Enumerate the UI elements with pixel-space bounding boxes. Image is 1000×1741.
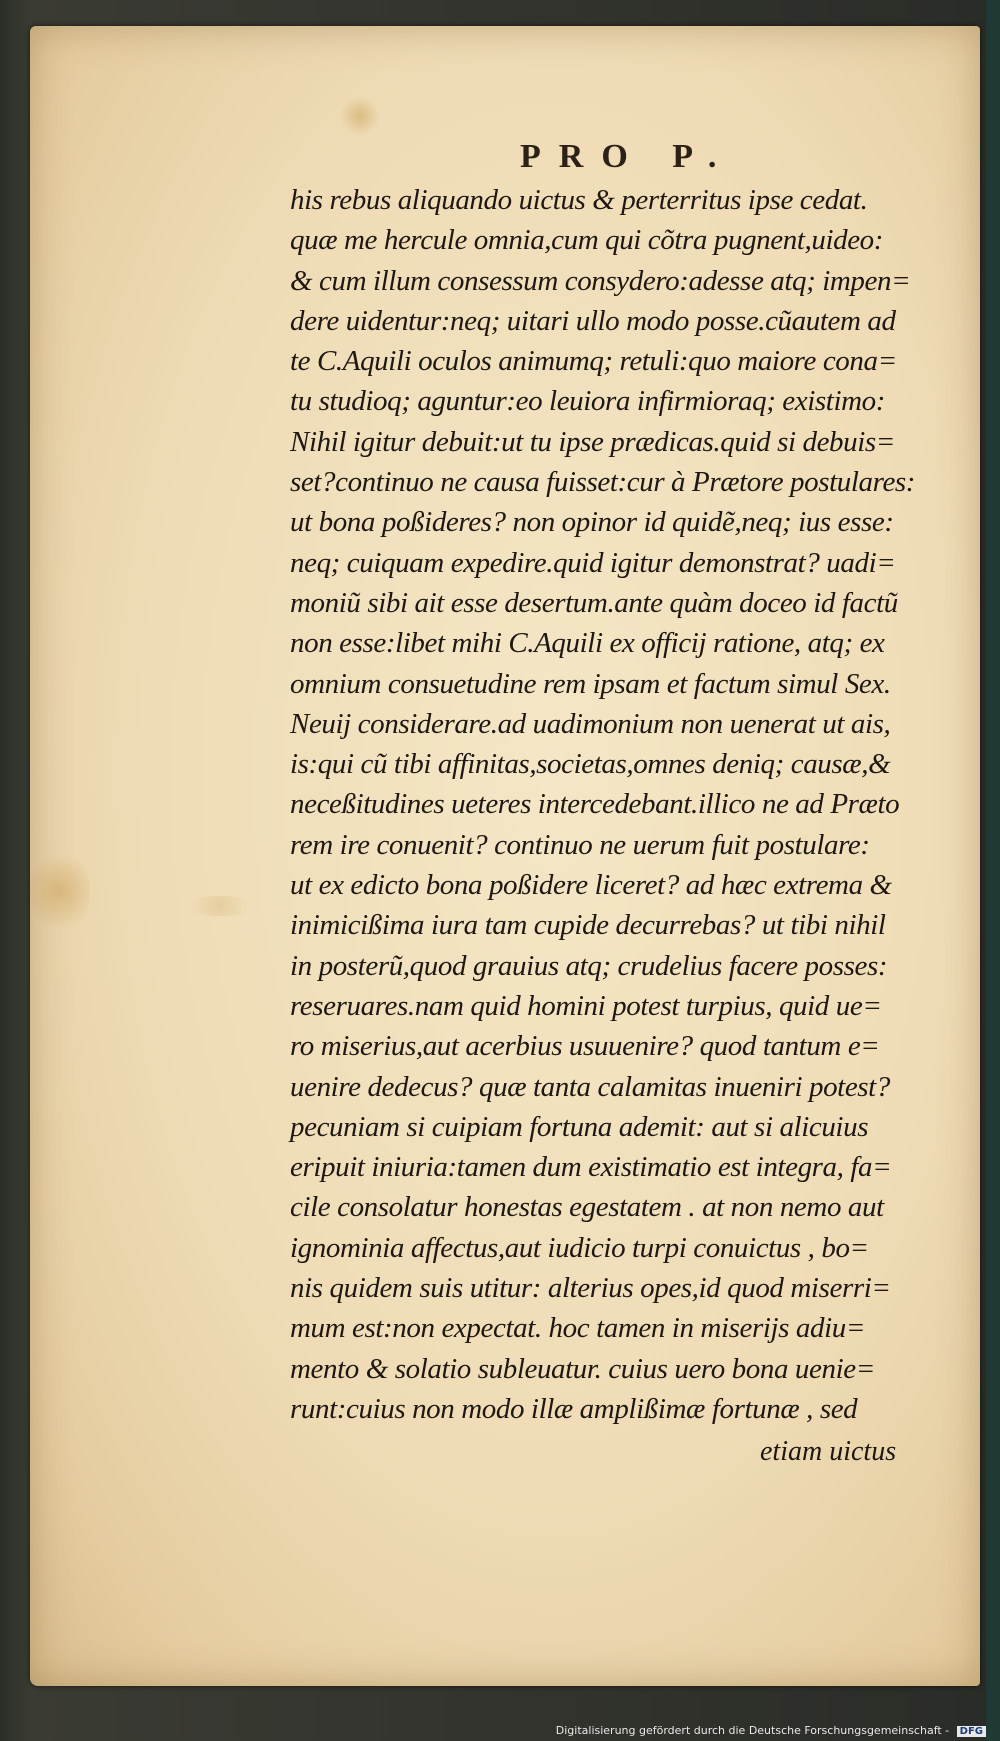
text-line: neq; cuiquam expedire.quid igitur demonstrat? uadi= (290, 546, 896, 579)
text-line: Nihil igitur debuit:ut tu ipse prædicas.quid si debuis= (290, 425, 895, 458)
text-line: ignominia affectus,aut iudicio turpi conuictus , bo= (290, 1231, 869, 1264)
credit-text: Digitalisierung gefördert durch die Deutsche Forschungsgemeinschaft - (555, 1724, 950, 1737)
stain-left (30, 846, 90, 936)
text-line: pecuniam si cuipiam fortuna ademit: aut si alicuius (290, 1110, 869, 1143)
text-line: ut bona poßideres? non opinor id quidẽ,neq; ius esse: (290, 506, 894, 539)
catchword: etiam uictus (760, 1436, 897, 1467)
text-line: mum est:non expectat. hoc tamen in miserijs adiu= (290, 1312, 866, 1345)
text-line: ro miserius,aut acerbius usuuenire? quod tantum e= (290, 1030, 880, 1063)
binding-edge (986, 0, 1000, 1741)
text-line: nis quidem suis utitur: alterius opes,id quod miserri= (290, 1272, 891, 1305)
text-line: eripuit iniuria:tamen dum existimatio est integra, fa= (290, 1151, 892, 1184)
text-line: te C.Aquili oculos animumq; retuli:quo maiore cona= (290, 345, 897, 378)
text-line: Neuij considerare.ad uadimonium non uenerat ut ais, (290, 707, 891, 740)
text-line: his rebus aliquando uictus & perterritus ipse cedat. (290, 184, 868, 216)
text-line: in posterũ,quod grauius atq; crudelius facere posses: (290, 949, 888, 982)
text-line: non esse:libet mihi C.Aquili ex officij ratione, atq; ex (290, 627, 885, 660)
text-line: ut ex edicto bona poßidere liceret? ad hæc extrema & (290, 869, 892, 902)
running-head: PRO P. (520, 138, 735, 175)
dfg-logo: DFG (957, 1726, 986, 1737)
stain-top (340, 96, 380, 136)
text-line: moniũ sibi ait esse desertum.ante quàm doceo id factũ (290, 586, 898, 619)
text-line: dere uidentur:neq; uitari ullo modo posse.cũautem ad (290, 304, 896, 337)
text-line: inimicißima iura tam cupide decurrebas? ut tibi nihil (290, 909, 886, 942)
text-line: cile consolatur honestas egestatem . at non nemo aut (290, 1191, 884, 1224)
text-line: set?continuo ne causa fuisset:cur à Prætore postulares: (290, 466, 916, 499)
text-line: uenire dedecus? quæ tanta calamitas inueniri potest? (290, 1070, 890, 1103)
digitization-credit (556, 1724, 986, 1737)
text-line: & cum illum consessum consydero:adesse atq; impen= (290, 264, 911, 297)
text-line: neceßitudines ueteres intercedebant.illico ne ad Præto (290, 788, 900, 821)
text-block (290, 180, 950, 1429)
text-line: is:qui cũ tibi affinitas,societas,omnes deniq; causæ,& (290, 748, 891, 781)
text-line: omnium consuetudine rem ipsam et factum simul Sex. (290, 667, 891, 700)
stain-margin (180, 896, 260, 916)
text-line: rem ire conuenit? continuo ne uerum fuit postulare: (290, 828, 870, 861)
text-line: tu studioq; aguntur:eo leuiora infirmioraq; existimo: (290, 385, 886, 418)
text-line: quæ me hercule omnia,cum qui cõtra pugnent,uideo: (290, 224, 884, 257)
text-line: mento & solatio subleuatur. cuius uero bona uenie= (290, 1352, 875, 1385)
text-line: runt:cuius non modo illæ amplißimæ fortunæ , sed (290, 1392, 858, 1425)
text-line: reseruares.nam quid homini potest turpius, quid ue= (290, 989, 882, 1022)
